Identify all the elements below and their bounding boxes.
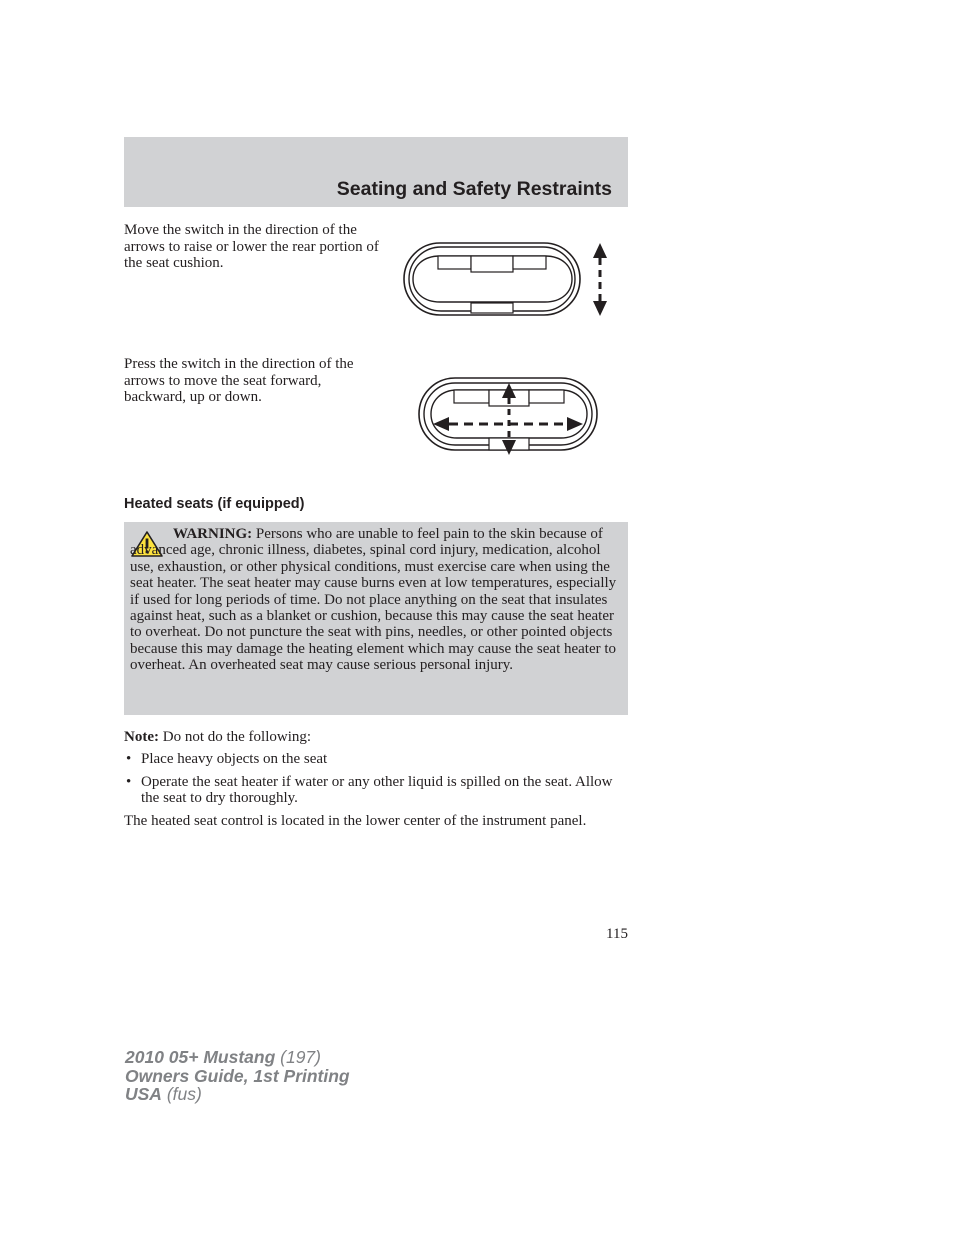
footer-line-3: USA (fus)	[125, 1084, 202, 1104]
seat-switch-four-way-icon	[415, 374, 605, 458]
rear-cushion-instruction: Move the switch in the direction of the arrows to raise or lower the rear portion of the seat cushion.	[124, 222, 379, 271]
note	[124, 729, 311, 746]
footer	[125, 1048, 350, 1104]
list-item	[124, 751, 628, 767]
footer-line-1: 2010 05+ Mustang (197)	[125, 1047, 321, 1067]
bullet-marker: •	[126, 751, 132, 767]
list-item-text: Operate the seat heater if water or any other liquid is spilled on the seat. Allow the seat to dry thoroughly.	[141, 774, 613, 807]
list-item-text: Place heavy objects on the seat	[141, 751, 328, 767]
list-item	[124, 774, 628, 807]
note-label: Note:	[124, 729, 159, 745]
seat-switch-up-down-icon	[400, 238, 615, 320]
header-band	[124, 137, 628, 207]
note-text: Do not do the following:	[162, 729, 312, 745]
page-title: Seating and Safety Restraints	[336, 178, 612, 200]
footer-line-2: Owners Guide, 1st Printing	[125, 1065, 350, 1086]
warning-body: Persons who are unable to feel pain to the skin because of advanced age, chronic illness, diabetes, spinal cord injury, medication, alcohol use, exhaustion, or other physical conditions, must exercise care when using the seat heater. The seat heater may cause burns even at low temperatures, especially if used for long periods of time. Do not place anything on the seat that insulates against heat, such as a blanket or cushion, because this may cause the seat heater to overheat. Do not puncture the seat with pins, needles, or other pointed objects because this may damage the heating element which may cause the seat heater to overheat. An overheated seat may cause serious personal injury.	[130, 526, 617, 674]
warning-box	[124, 522, 628, 715]
warning-text	[130, 526, 622, 674]
bullet-marker: •	[126, 774, 132, 790]
control-location-text: The heated seat control is located in the lower center of the instrument panel.	[124, 813, 587, 829]
warning-label: WARNING:	[173, 526, 253, 542]
page-number: 115	[606, 926, 628, 942]
seat-move-instruction: Press the switch in the direction of the arrows to move the seat forward, backward, up or down.	[124, 356, 354, 405]
section-heading: Heated seats (if equipped)	[124, 496, 305, 512]
